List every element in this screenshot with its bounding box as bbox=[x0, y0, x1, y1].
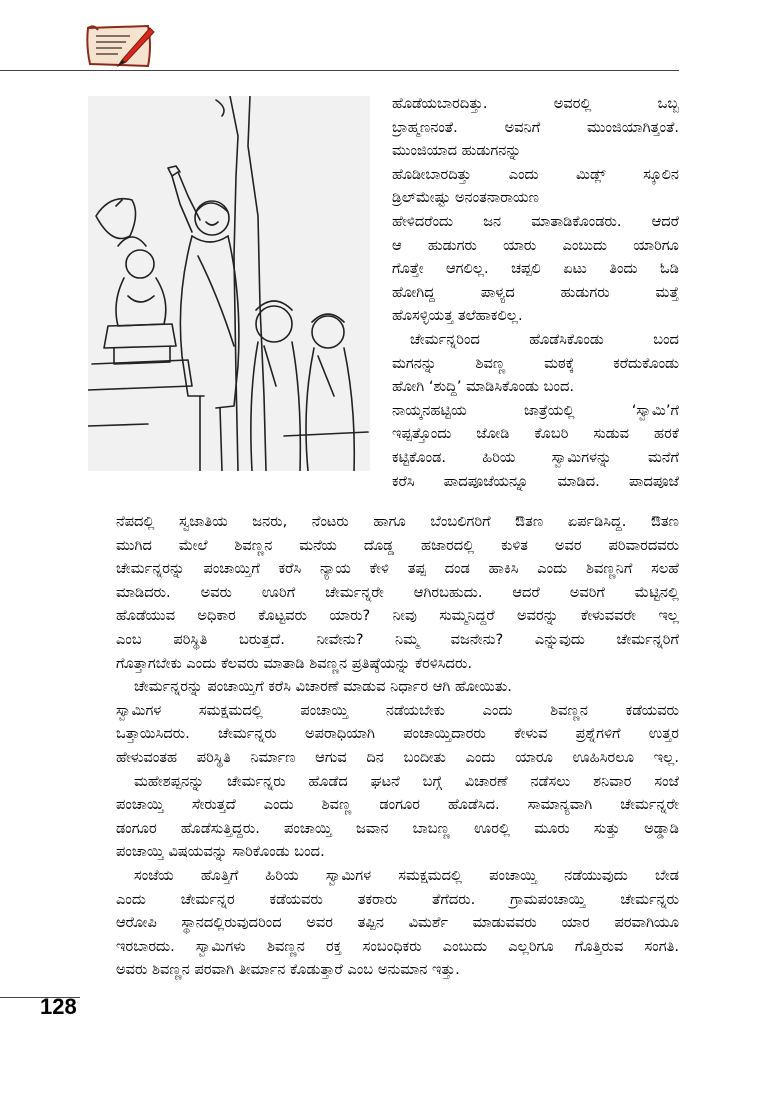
text-line: ಒತ್ತಾಯಿಸಿದರು. ಚೇರ್ಮನ್ನರು ಅಪರಾಧಿಯಾಗಿ ಪಂಚಾಯ್ತಿದಾರರು ಕೇಳುವ ಪ್ರಶ್ನೆಗಳಿಗೆ ಉತ್ತರ bbox=[116, 725, 679, 743]
text-line: ಗೊತ್ತಾಗಬೇಕು ಎಂದು ಕೆಲವರು ಮಾತಾಡಿ ಶಿವಣ್ಣನ ಪ್ರತಿಷ್ಠೆಯನ್ನು ಕೆರಳಿಸಿದರು. bbox=[116, 654, 472, 672]
text-line: ಎಂಬ ಪರಿಸ್ಥಿತಿ ಬರುತ್ತದೆ. ನೀವೇನು? ನಿಮ್ಮ ವಜನೇನು? ಎನ್ನುವುದು ಚೇರ್ಮನ್ನರಿಗೆ bbox=[116, 630, 679, 648]
text-line: ಅವರು ಶಿವಣ್ಣನ ಪರವಾಗಿ ತೀರ್ಮಾನ ಕೊಡುತ್ತಾರೆ ಎಂಬ ಅನುಮಾನ ಇತ್ತು. bbox=[116, 961, 460, 979]
text-line: ಮುಂಜಿಯಾದ ಹುಡುಗನನ್ನು bbox=[392, 142, 522, 160]
text-line: ಹೋಗಿ ‘ಶುದ್ದಿ’ ಮಾಡಿಸಿಕೊಂಡು ಬಂದ. bbox=[392, 378, 575, 396]
text-line: ಆ ಹುಡುಗರು ಯಾರು ಎಂಬುದು ಯಾರಿಗೂ bbox=[392, 236, 679, 254]
text-line: ಹೊಡೆಯಬಾರದಿತ್ತು. ಅವರಲ್ಲಿ ಒಬ್ಬ bbox=[392, 95, 679, 112]
text-line: ಹೊಡೆಯುವ ಅಧಿಕಾರ ಕೊಟ್ಟವರು ಯಾರು? ನೀವು ಸುಮ್ಮನಿದ್ದರೆ ಅವರನ್ನು ಕೇಳುವವರೇ ಇಲ್ಲ bbox=[116, 607, 679, 625]
text-line: ಹೋಗಿದ್ದ ಪಾಳ್ಯದ ಹುಡುಗರು ಮತ್ತೆ bbox=[392, 283, 679, 301]
text-line: ಚೇರ್ಮನ್ನರನ್ನು ಪಂಚಾಯ್ತಿಗೆ ಕರೆಸಿ ನ್ಯಾಯ ಕೇಳಿ ತಪ್ಪ ದಂಡ ಹಾಕಿಸಿ ಎಂದು ಶಿವಣ್ಣನಿಗೆ ಸಲಹೆ bbox=[116, 560, 679, 578]
text-line: ಚೇರ್ಮನ್ನರಿಂದ ಹೊಡೆಸಿಕೊಂಡು ಬಂದ bbox=[410, 330, 679, 348]
text-line: ಮಹೇಶಪ್ಪನನ್ನು ಚೇರ್ಮನ್ನರು ಹೊಡೆದ ಘಟನೆ ಬಗ್ಗೆ ವಿಚಾರಣೆ ನಡೆಸಲು ಶನಿವಾರ ಸಂಜೆ bbox=[134, 772, 679, 790]
text-line: ಹೇಳಿದರೆಂದು ಜನ ಮಾತಾಡಿಕೊಂಡರು. ಆದರೆ bbox=[392, 212, 679, 230]
text-line: ಡ್ರಿಲ್‌ಮೇಷ್ಟು ಅನಂತನಾರಾಯಣ bbox=[392, 189, 539, 207]
page-number: 128 bbox=[40, 994, 77, 1019]
text-line: ಕರೆಸಿ ಪಾದಪೂಜೆಯನ್ನೂ ಮಾಡಿದ. ಪಾದಪೂಜೆ bbox=[392, 472, 679, 490]
text-line: ಹೊಸಳ್ಳಿಯತ್ತ ತಲೆಹಾಕಲಿಲ್ಲ. bbox=[392, 307, 523, 325]
text-line: ಹೊಡೀಬಾರದಿತ್ತು ಎಂದು ಮಿಡ್ಲ್ ಸ್ಕೂಲಿನ bbox=[392, 165, 679, 183]
story-illustration bbox=[88, 96, 370, 471]
header-divider bbox=[0, 70, 679, 71]
text-line: ಸ್ವಾಮಿಗಳ ಸಮಕ್ಷಮದಲ್ಲಿ ಪಂಚಾಯ್ತಿ ನಡೆಯಬೇಕು ಎಂದು ಶಿವಣ್ಣನ ಕಡೆಯವರು bbox=[116, 701, 679, 719]
text-line: ಮುಗಿದ ಮೇಲೆ ಶಿವಣ್ಣನ ಮನೆಯ ದೊಡ್ಡ ಹಜಾರದಲ್ಲಿ ಕುಳಿತ ಅವರ ಪರಿವಾರದವರು bbox=[116, 536, 679, 554]
text-line: ಇರಬಾರದು. ಸ್ವಾಮಿಗಳು ಶಿವಣ್ಣನ ರಕ್ತ ಸಂಬಂಧಿಕರು ಎಂಬುದು ಎಲ್ಲರಿಗೂ ಗೊತ್ತಿರುವ ಸಂಗತಿ. bbox=[116, 937, 679, 955]
text-line: ಮಾಡಿದರು. ಅವರು ಊರಿಗೆ ಚೇರ್ಮನ್ನರೇ ಆಗಿರಬಹುದು. ಆದರೆ ಅವರಿಗೆ ಮೆಟ್ಟಿನಲ್ಲಿ bbox=[116, 583, 679, 601]
text-line: ನೆಪದಲ್ಲಿ ಸ್ವಜಾತಿಯ ಜನರು, ನೆಂಟರು ಹಾಗೂ ಬೆಂಬಲಿಗರಿಗೆ ಔತಣ ಏರ್ಪಡಿಸಿದ್ದ. ಔತಣ bbox=[116, 513, 679, 530]
text-line: ಆರೋಪಿ ಸ್ಥಾನದಲ್ಲಿರುವುದರಿಂದ ಅವರ ತಪ್ಪಿನ ವಿಮರ್ಶೆ ಮಾಡುವವರು ಯಾರ ಪರವಾಗಿಯೂ bbox=[116, 914, 679, 932]
text-line: ಪಂಚಾಯ್ತಿ ವಿಷಯವನ್ನು ಸಾರಿಕೊಂಡು ಬಂದ. bbox=[116, 843, 325, 861]
header-scroll-pen-icon bbox=[82, 22, 156, 70]
text-body-full-width bbox=[116, 510, 679, 982]
text-line: ಬ್ರಾಹ್ಮಣನಂತೆ. ಅವನಿಗೆ ಮುಂಜಿಯಾಗಿತ್ತಂತೆ. bbox=[392, 118, 679, 136]
text-line: ಮಗನನ್ನು ಶಿವಣ್ಣ ಮಠಕ್ಕೆ ಕರೆದುಕೊಂಡು bbox=[392, 354, 679, 372]
text-column-beside-illustration bbox=[392, 92, 679, 493]
text-line: ಸಂಜೆಯ ಹೊತ್ತಿಗೆ ಹಿರಿಯ ಸ್ವಾಮಿಗಳ ಸಮಕ್ಷಮದಲ್ಲಿ ಪಂಚಾಯ್ತಿ ನಡೆಯುವುದು ಬೇಡ bbox=[134, 866, 679, 884]
text-line: ಡಂಗೂರ ಹೊಡೆಸುತ್ತಿದ್ದರು. ಪಂಚಾಯ್ತಿ ಜವಾನ ಬಾಬಣ್ಣ ಊರಲ್ಲಿ ಮೂರು ಸುತ್ತು ಅಡ್ಡಾಡಿ bbox=[116, 819, 679, 837]
text-line: ಹೇಳುವಂತಹ ಪರಿಸ್ಥಿತಿ ನಿರ್ಮಾಣ ಆಗುವ ದಿನ ಬಂದೀತು ಎಂದು ಯಾರೂ ಊಹಿಸಿರಲೂ ಇಲ್ಲ. bbox=[116, 748, 679, 766]
text-line: ಇಪ್ಪತ್ತೊಂದು ಜೋಡಿ ಕೊಬರಿ ಸುಡುವ ಹರಕೆ bbox=[392, 425, 679, 443]
text-line: ಚೇರ್ಮನ್ನರನ್ನು ಪಂಚಾಯ್ತಿಗೆ ಕರೆಸಿ ವಿಚಾರಣೆ ಮಾಡುವ ನಿರ್ಧಾರ ಆಗಿ ಹೋಯಿತು. bbox=[134, 678, 512, 696]
text-line: ಕಟ್ಟಿಕೊಂಡ. ಹಿರಿಯ ಸ್ವಾಮಿಗಳನ್ನು ಮನೆಗೆ bbox=[392, 448, 679, 466]
text-line: ಎಂದು ಚೇರ್ಮನ್ನರ ಕಡೆಯವರು ತಕರಾರು ತೆಗೆದರು. ಗ್ರಾಮಪಂಚಾಯ್ತಿ ಚೇರ್ಮನ್ನರು bbox=[116, 890, 679, 908]
text-line: ಗೊತ್ತೇ ಆಗಲಿಲ್ಲ. ಚಪ್ಪಲಿ ಏಟು ತಿಂದು ಓಡಿ bbox=[392, 260, 679, 278]
text-line: ಪಂಚಾಯ್ತಿ ಸೇರುತ್ತದೆ ಎಂದು ಶಿವಣ್ಣ ಡಂಗೂರ ಹೊಡೆಸಿದ. ಸಾಮಾನ್ಯವಾಗಿ ಚೇರ್ಮನ್ನರೇ bbox=[116, 796, 679, 814]
text-line: ನಾಯ್ಕನಹಟ್ಟಿಯ ಜಾತ್ರೆಯಲ್ಲಿ ‘ಸ್ವಾಮಿ’ಗೆ bbox=[392, 401, 679, 419]
